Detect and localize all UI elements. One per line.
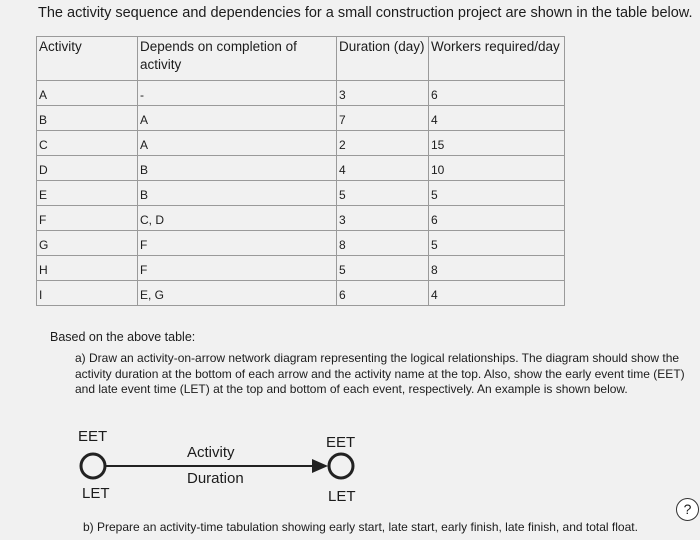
cell-workers: 6: [429, 81, 565, 106]
cell-depends-on: B: [138, 181, 337, 206]
cell-duration: 5: [337, 181, 429, 206]
duration-label: Duration: [187, 470, 244, 487]
activity-label: Activity: [187, 444, 235, 461]
cell-depends-on: A: [138, 106, 337, 131]
instructions-intro: Based on the above table:: [50, 330, 196, 344]
cell-duration: 6: [337, 281, 429, 306]
cell-workers: 4: [429, 106, 565, 131]
activity-table: [36, 36, 565, 306]
cell-duration: 7: [337, 106, 429, 131]
cell-duration: 4: [337, 156, 429, 181]
intro-text: The activity sequence and dependencies for a small construction project are shown in the table below.: [38, 5, 693, 21]
cell-workers: 5: [429, 231, 565, 256]
cell-activity: D: [37, 156, 138, 181]
eet-label-left: EET: [78, 428, 108, 445]
cell-workers: 10: [429, 156, 565, 181]
cell-depends-on: B: [138, 156, 337, 181]
cell-depends-on: C, D: [138, 206, 337, 231]
cell-depends-on: E, G: [138, 281, 337, 306]
start-event-circle: [81, 454, 105, 478]
cell-duration: 3: [337, 206, 429, 231]
table-header-row: [37, 37, 565, 81]
let-label-left: LET: [82, 485, 110, 502]
column-header-depends-on: Depends on completion of activity: [138, 37, 337, 81]
cell-activity: E: [37, 181, 138, 206]
cell-duration: 3: [337, 81, 429, 106]
cell-workers: 15: [429, 131, 565, 156]
table-row: [37, 156, 565, 181]
cell-activity: A: [37, 81, 138, 106]
cell-depends-on: F: [138, 231, 337, 256]
cell-depends-on: A: [138, 131, 337, 156]
column-header-duration: Duration (day): [337, 37, 429, 81]
question-a: a) Draw an activity-on-arrow network diagram representing the logical relationships. The diagram should show the activity duration at the bottom of each arrow and the activity name at the top. Also, show the early event time (EET) and late event time (LET) at the top and bottom of each event, respectively. An example is shown below.: [75, 351, 685, 396]
end-event-circle: [329, 454, 353, 478]
cell-workers: 5: [429, 181, 565, 206]
help-button[interactable]: ?: [676, 498, 699, 521]
cell-workers: 6: [429, 206, 565, 231]
table-row: [37, 81, 565, 106]
eet-label-right: EET: [326, 434, 356, 451]
cell-depends-on: -: [138, 81, 337, 106]
table-row: [37, 256, 565, 281]
cell-activity: I: [37, 281, 138, 306]
table-row: [37, 231, 565, 256]
let-label-right: LET: [328, 488, 356, 505]
table-row: [37, 206, 565, 231]
column-header-workers: Workers required/day: [429, 37, 565, 81]
cell-activity: G: [37, 231, 138, 256]
cell-duration: 5: [337, 256, 429, 281]
column-header-activity: Activity: [37, 37, 138, 81]
cell-workers: 8: [429, 256, 565, 281]
cell-depends-on: F: [138, 256, 337, 281]
table-row: [37, 131, 565, 156]
cell-activity: C: [37, 131, 138, 156]
cell-duration: 2: [337, 131, 429, 156]
cell-duration: 8: [337, 231, 429, 256]
activity-table-body: [37, 81, 565, 306]
example-diagram: [70, 428, 390, 508]
question-b: b) Prepare an activity-time tabulation showing early start, late start, early finish, late finish, and total float.: [83, 520, 638, 534]
cell-activity: H: [37, 256, 138, 281]
cell-activity: B: [37, 106, 138, 131]
cell-workers: 4: [429, 281, 565, 306]
activity-arrowhead: [312, 459, 328, 473]
table-row: [37, 281, 565, 306]
table-row: [37, 106, 565, 131]
cell-activity: F: [37, 206, 138, 231]
table-row: [37, 181, 565, 206]
